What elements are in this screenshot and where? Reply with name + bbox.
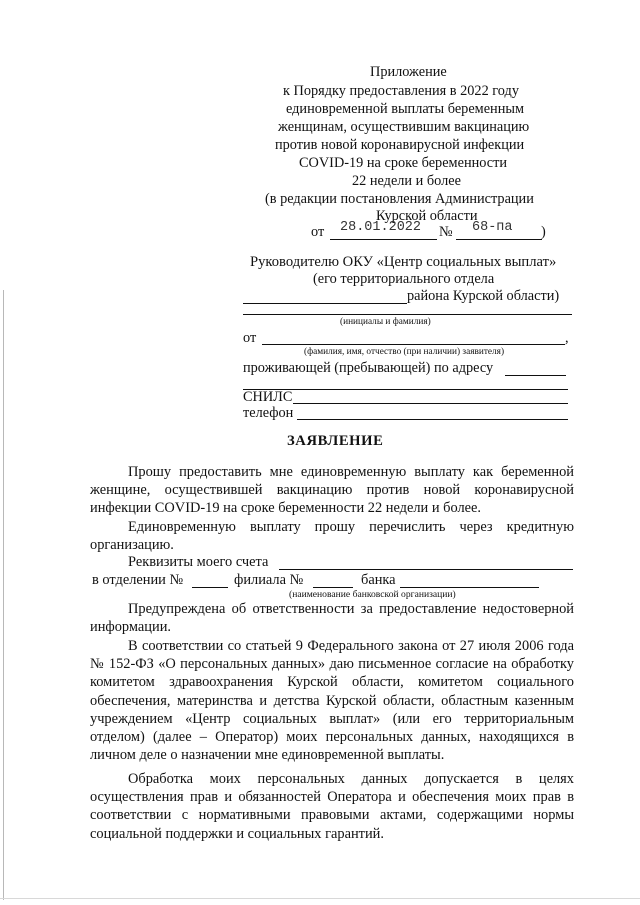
document-title: ЗАЯВЛЕНИЕ	[287, 433, 384, 449]
decree-close-paren: )	[541, 224, 546, 240]
account-line[interactable]	[279, 569, 573, 570]
snils-line[interactable]	[293, 403, 568, 404]
scan-edge-bottom	[0, 898, 640, 899]
bank-hint: (наименование банковской организации)	[289, 589, 456, 600]
addressee-territorial: (его территориального отдела	[313, 271, 495, 287]
appendix-line: 22 недели и более	[352, 173, 461, 189]
appendix-line: к Порядку предоставления в 2022 году	[283, 83, 519, 99]
decree-from-label: от	[311, 224, 325, 240]
decree-number-underline	[456, 239, 542, 240]
snils-label: СНИЛС	[243, 389, 293, 405]
decree-number-sign: №	[439, 224, 453, 240]
branch-filial-label: филиала №	[234, 572, 304, 588]
decree-date-underline	[330, 239, 437, 240]
applicant-from-label: от	[243, 330, 257, 346]
appendix-line: единовременной выплаты беременным	[286, 101, 525, 117]
appendix-line: (в редакции постановления Администрации	[265, 191, 534, 207]
paragraph-processing	[90, 770, 574, 843]
processing-text: Обработка моих персональных данных допускается в целях осуществления прав и обязанностей Оператора и обеспечения моих прав в соответствии с нормативными правовыми актами, содержащими нормы социальной поддержки и социальных гарантий.	[90, 771, 574, 842]
branch-prefix: в отделении №	[92, 572, 184, 588]
phone-line[interactable]	[297, 419, 568, 420]
appendix-line: против новой коронавирусной инфекции	[275, 137, 525, 153]
appendix-line: женщинам, осуществившим вакцинацию	[278, 119, 530, 135]
applicant-comma: ,	[565, 330, 569, 346]
paragraph-transfer	[90, 518, 574, 554]
branch-bank-label: банка	[361, 572, 396, 588]
appendix-line: Курской области	[376, 208, 478, 224]
initials-underline	[243, 314, 572, 315]
scan-edge-left	[3, 290, 4, 900]
initials-hint: (инициалы и фамилия)	[340, 317, 431, 327]
district-underline	[243, 303, 407, 304]
appendix-title: Приложение	[370, 64, 447, 80]
transfer-text: Единовременную выплату прошу перечислить через кредитную организацию.	[90, 519, 574, 554]
consent-text: В соответствии со статьей 9 Федерального закона от 27 июля 2006 года № 152-ФЗ «О персональных данных» даю письменное согласие на обработку комитетом здравоохранения Курской области, комитетом социального обеспечения, материнства и детства Курской области, областным казенным учреждением «Центр социальных выплат» (или его территориальным отделом) (далее – Оператор) моих персональных данных, находящихся в личном деле о назначении мне единовременной выплаты.	[90, 638, 574, 764]
residence-label: проживающей (пребывающей) по адресу	[243, 360, 494, 376]
fio-hint: (фамилия, имя, отчество (при наличии) заявителя)	[304, 347, 505, 357]
decree-number: 68-па	[472, 220, 513, 235]
addressee-district: района Курской области)	[407, 288, 560, 304]
appendix-line: COVID-19 на сроке беременности	[299, 155, 507, 171]
paragraph-request	[90, 463, 574, 518]
decree-date: 28.01.2022	[340, 220, 422, 235]
residence-line[interactable]	[505, 375, 566, 376]
bank-name-line[interactable]	[400, 587, 539, 588]
branch-number-line[interactable]	[192, 587, 228, 588]
applicant-name-line[interactable]	[262, 344, 565, 345]
addressee-head: Руководителю ОКУ «Центр социальных выплат»	[250, 254, 557, 270]
phone-label: телефон	[243, 405, 294, 421]
paragraph-warning	[90, 600, 574, 636]
account-label: Реквизиты моего счета	[128, 554, 269, 570]
paragraph-consent	[90, 637, 574, 764]
warning-text: Предупреждена об ответственности за предоставление недостоверной информации.	[90, 601, 574, 636]
filial-number-line[interactable]	[313, 587, 353, 588]
request-text: Прошу предоставить мне единовременную выплату как беременной женщине, осуществившей вакцинацию против новой коронавирусной инфекции COVID-19 на сроке беременности 22 недели и более.	[90, 464, 574, 517]
